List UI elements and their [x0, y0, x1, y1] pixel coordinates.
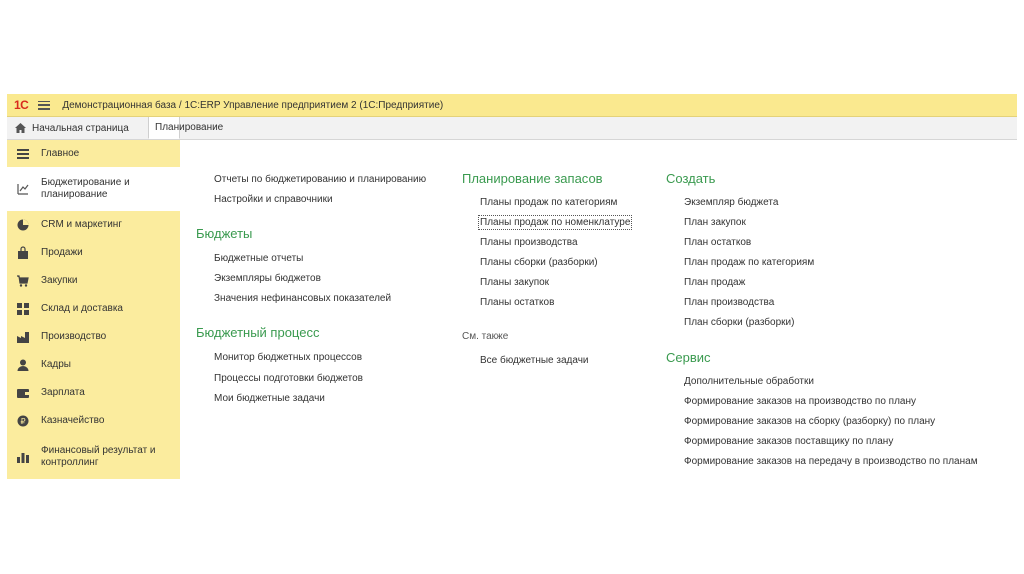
sidebar-item-label: Бюджетирование и планирование — [41, 177, 130, 200]
link-create-sales-plan[interactable]: План продаж — [684, 277, 746, 288]
bar-chart-icon — [17, 451, 29, 463]
home-icon — [15, 123, 26, 133]
link-budget-reports-list[interactable]: Бюджетные отчеты — [214, 253, 304, 264]
title-bar — [7, 94, 1017, 117]
sidebar-item-warehouse[interactable] — [7, 295, 180, 323]
link-assembly-orders-by-plan[interactable]: Формирование заказов на сборку (разборку) по плану — [684, 416, 936, 427]
link-sales-plans-by-item[interactable]: Планы продаж по номенклатуре — [480, 217, 631, 228]
link-create-production-plan[interactable]: План производства — [684, 297, 775, 308]
link-production-plans[interactable]: Планы производства — [480, 237, 578, 248]
section-title-create: Создать — [666, 171, 716, 186]
svg-text:₽: ₽ — [20, 417, 26, 426]
sidebar-item-label: Склад и доставка — [41, 303, 123, 314]
tab-planning-label: Планирование — [155, 122, 224, 133]
sidebar-item-label: Финансовый результат и контроллинг — [41, 445, 156, 468]
sidebar-item-budgeting[interactable] — [7, 167, 180, 211]
link-create-budget-instance[interactable]: Экземпляр бюджета — [684, 197, 779, 208]
see-also-label: См. также — [462, 331, 509, 342]
tab-planning[interactable] — [148, 117, 224, 139]
cart-icon — [17, 275, 29, 287]
link-stock-plans[interactable]: Планы остатков — [480, 297, 555, 308]
main-menu-icon[interactable] — [38, 101, 50, 110]
wallet-icon — [17, 387, 29, 399]
section-title-inventory-planning: Планирование запасов — [462, 171, 603, 186]
link-additional-processing[interactable]: Дополнительные обработки — [684, 376, 814, 387]
link-transfer-orders-by-plans[interactable]: Формирование заказов на передачу в производство по планам — [684, 456, 978, 467]
link-create-stock-plan[interactable]: План остатков — [684, 237, 752, 248]
sidebar-item-salary[interactable] — [7, 379, 180, 407]
sidebar-item-crm[interactable] — [7, 211, 180, 239]
sidebar-item-purchases[interactable] — [7, 267, 180, 295]
link-settings[interactable]: Настройки и справочники — [214, 194, 333, 205]
coin-icon — [17, 415, 29, 427]
link-budget-processes[interactable]: Процессы подготовки бюджетов — [214, 373, 363, 384]
link-create-assembly-plan[interactable]: План сборки (разборки) — [684, 317, 795, 328]
menu-icon — [17, 148, 29, 160]
sidebar-item-finance[interactable] — [7, 435, 180, 479]
link-purchase-plans[interactable]: Планы закупок — [480, 277, 550, 288]
link-create-sales-plan-by-category[interactable]: План продаж по категориям — [684, 257, 815, 268]
section-content — [180, 140, 1017, 479]
section-title-budgets: Бюджеты — [196, 226, 253, 241]
link-create-purchase-plan[interactable]: План закупок — [684, 217, 746, 228]
section-title-service: Сервис — [666, 350, 711, 365]
tab-bar — [7, 117, 1017, 140]
tab-home-label: Начальная страница — [32, 122, 129, 134]
sections-panel — [7, 140, 180, 479]
sidebar-item-label: Кадры — [41, 359, 71, 370]
sidebar-item-production[interactable] — [7, 323, 180, 351]
link-nonfinancial-values[interactable]: Значения нефинансовых показателей — [214, 293, 392, 304]
sidebar-item-main[interactable] — [7, 140, 180, 167]
link-all-budget-tasks[interactable]: Все бюджетные задачи — [480, 355, 589, 366]
tab-home[interactable] — [7, 117, 147, 139]
budget-icon — [17, 183, 29, 195]
pie-icon — [17, 219, 29, 231]
person-icon — [17, 359, 29, 371]
link-process-monitor[interactable]: Монитор бюджетных процессов — [214, 352, 363, 363]
link-sales-plans-by-category[interactable]: Планы продаж по категориям — [480, 197, 618, 208]
sidebar-item-hr[interactable] — [7, 351, 180, 379]
factory-icon — [17, 331, 29, 343]
link-my-budget-tasks[interactable]: Мои бюджетные задачи — [214, 393, 325, 404]
warehouse-icon — [17, 303, 29, 315]
sidebar-item-label: Главное — [41, 147, 80, 159]
link-budget-instances[interactable]: Экземпляры бюджетов — [214, 273, 321, 284]
link-assembly-plans[interactable]: Планы сборки (разборки) — [480, 257, 598, 268]
bag-icon — [17, 247, 29, 259]
link-supplier-orders-by-plan[interactable]: Формирование заказов поставщику по плану — [684, 436, 894, 447]
sidebar-item-label: Казначейство — [41, 415, 105, 426]
sidebar-item-treasury[interactable] — [7, 407, 180, 435]
link-budget-reports[interactable]: Отчеты по бюджетированию и планированию — [214, 174, 427, 185]
sidebar-item-label: Зарплата — [41, 387, 85, 398]
window-title: Демонстрационная база / 1С:ERP Управление предприятием 2 (1С:Предприятие) — [62, 99, 444, 111]
sidebar-item-sales[interactable] — [7, 239, 180, 267]
section-title-budget-process: Бюджетный процесс — [196, 325, 320, 340]
1c-logo: 1С — [14, 98, 29, 112]
app-window — [7, 94, 1017, 479]
sidebar-item-label: Производство — [41, 331, 107, 342]
sidebar-item-label: Продажи — [41, 247, 83, 258]
link-production-orders-by-plan[interactable]: Формирование заказов на производство по плану — [684, 396, 916, 407]
sidebar-item-label: CRM и маркетинг — [41, 219, 122, 230]
sidebar-item-label: Закупки — [41, 275, 78, 286]
